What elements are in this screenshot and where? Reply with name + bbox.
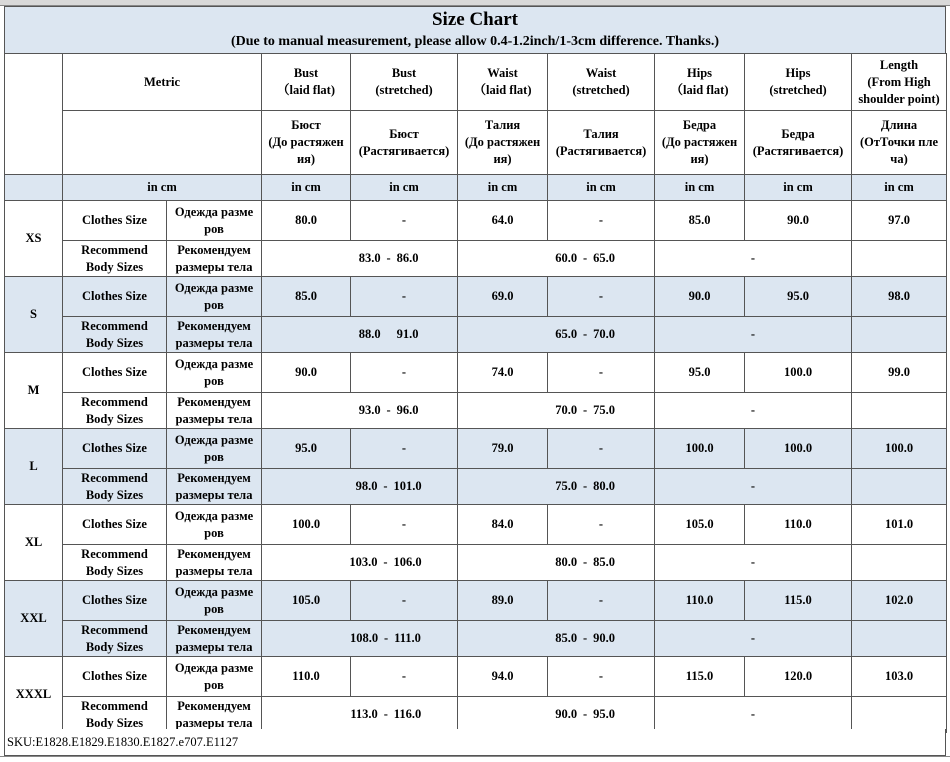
range-dash: - xyxy=(582,707,588,721)
recommend-label-en: Recommend Body Sizes xyxy=(63,393,167,429)
measurement-cell: - xyxy=(548,201,655,241)
range-low: 93.0 xyxy=(358,403,381,417)
measurement-cell: 105.0 xyxy=(655,505,745,545)
measurement-cell: 110.0 xyxy=(655,581,745,621)
length-range-cell xyxy=(852,469,947,505)
range-high: 65.0 xyxy=(593,251,615,265)
header-ru-cell: Бюст (Растягивается) xyxy=(351,111,458,175)
recommend-label-ru: Рекомендуем размеры тела xyxy=(167,697,262,733)
range-high: 101.0 xyxy=(393,479,422,493)
measurement-cell: - xyxy=(548,581,655,621)
header-en-cell: Bust （laid flat) xyxy=(262,54,351,111)
range-dash: - xyxy=(582,479,588,493)
length-range-cell xyxy=(852,393,947,429)
metric-blank xyxy=(63,111,262,175)
clothes-size-label-en: Clothes Size xyxy=(63,505,167,545)
range-dash: - xyxy=(386,403,391,417)
header-ru-cell: Талия (Растягивается) xyxy=(548,111,655,175)
measurement-cell: 105.0 xyxy=(262,581,351,621)
clothes-size-label-en: Clothes Size xyxy=(63,581,167,621)
measurement-cell: 90.0 xyxy=(262,353,351,393)
header-ru-cell: Длина (ОтТочки пле ча) xyxy=(852,111,947,175)
clothes-size-label-en: Clothes Size xyxy=(63,657,167,697)
range-dash: - xyxy=(386,251,391,265)
size-label: XXL xyxy=(5,581,63,657)
header-ru-cell: Бедра (Растягивается) xyxy=(745,111,852,175)
clothes-size-label-en: Clothes Size xyxy=(63,429,167,469)
sku-line: SKU:E1828.E1829.E1830.E1827.e707.E1127 xyxy=(4,729,946,756)
measurement-cell: 101.0 xyxy=(852,505,947,545)
recommend-label-ru: Рекомендуем размеры тела xyxy=(167,621,262,657)
measurement-cell: 110.0 xyxy=(745,505,852,545)
waist-range-cell xyxy=(458,317,655,353)
range-dash: - xyxy=(582,403,588,417)
measurement-cell: 120.0 xyxy=(745,657,852,697)
range-high: 75.0 xyxy=(593,403,615,417)
table-row xyxy=(5,317,947,353)
range-high: 80.0 xyxy=(593,479,615,493)
chart-subtitle: (Due to manual measurement, please allow 0.4-1.2inch/1-3cm difference. Thanks.) xyxy=(230,34,720,49)
range-dash: - xyxy=(383,555,388,569)
recommend-label-ru: Рекомендуем размеры тела xyxy=(167,545,262,581)
measurement-cell: 64.0 xyxy=(458,201,548,241)
range-high: 96.0 xyxy=(396,403,419,417)
recommend-label-en: Recommend Body Sizes xyxy=(63,621,167,657)
corner-cell xyxy=(5,54,63,175)
measurement-cell: - xyxy=(351,201,458,241)
length-range-cell xyxy=(852,621,947,657)
measurement-cell: - xyxy=(548,657,655,697)
measurement-cell: 103.0 xyxy=(852,657,947,697)
clothes-size-label-ru: Одежда разме ров xyxy=(167,353,262,393)
clothes-size-label-en: Clothes Size xyxy=(63,353,167,393)
measurement-cell: - xyxy=(548,277,655,317)
measurement-cell: 100.0 xyxy=(262,505,351,545)
size-label: S xyxy=(5,277,63,353)
size-label: XL xyxy=(5,505,63,581)
measurement-cell: 98.0 xyxy=(852,277,947,317)
bust-range-cell xyxy=(262,621,458,657)
table-row xyxy=(5,505,947,545)
measurement-cell: 79.0 xyxy=(458,429,548,469)
hips-range-cell: - xyxy=(655,697,852,733)
size-table xyxy=(4,53,947,733)
unit-label: in cm xyxy=(548,175,655,201)
table-row xyxy=(5,621,947,657)
size-label: L xyxy=(5,429,63,505)
range-low: 113.0 xyxy=(350,707,378,721)
range-low: 88.0 xyxy=(358,327,381,341)
measurement-cell: - xyxy=(351,581,458,621)
measurement-cell: - xyxy=(351,505,458,545)
table-row xyxy=(5,241,947,277)
hips-range-cell: - xyxy=(655,241,852,277)
measurement-cell: 85.0 xyxy=(262,277,351,317)
range-low: 85.0 xyxy=(555,631,578,645)
measurement-cell: 84.0 xyxy=(458,505,548,545)
table-row xyxy=(5,657,947,697)
measurement-cell: 100.0 xyxy=(852,429,947,469)
recommend-label-ru: Рекомендуем размеры тела xyxy=(167,241,262,277)
measurement-cell: 89.0 xyxy=(458,581,548,621)
header-en-cell: Length (From High shoulder point) xyxy=(852,54,947,111)
bust-range-cell xyxy=(262,469,458,505)
bust-range-cell xyxy=(262,697,458,733)
header-ru-cell: Бюст (До растяжен ия) xyxy=(262,111,351,175)
range-low: 60.0 xyxy=(555,251,578,265)
measurement-cell: 94.0 xyxy=(458,657,548,697)
chart-title: Size Chart xyxy=(431,9,518,30)
range-low: 70.0 xyxy=(555,403,578,417)
measurement-cell: 97.0 xyxy=(852,201,947,241)
clothes-size-label-ru: Одежда разме ров xyxy=(167,581,262,621)
waist-range-cell xyxy=(458,545,655,581)
measurement-cell: 69.0 xyxy=(458,277,548,317)
range-dash: - xyxy=(384,631,389,645)
chart-header xyxy=(4,6,946,54)
range-high: 86.0 xyxy=(396,251,419,265)
measurement-cell: 100.0 xyxy=(655,429,745,469)
measurement-cell: 95.0 xyxy=(745,277,852,317)
measurement-cell: 95.0 xyxy=(262,429,351,469)
measurement-cell: - xyxy=(351,429,458,469)
measurement-cell: - xyxy=(548,353,655,393)
measurement-cell: - xyxy=(548,505,655,545)
clothes-size-label-ru: Одежда разме ров xyxy=(167,657,262,697)
header-row-en xyxy=(5,54,947,111)
range-low: 90.0 xyxy=(555,707,578,721)
measurement-cell: - xyxy=(351,353,458,393)
header-en-cell: Bust (stretched) xyxy=(351,54,458,111)
range-high: 70.0 xyxy=(593,327,615,341)
hips-range-cell: - xyxy=(655,621,852,657)
hips-range-cell: - xyxy=(655,545,852,581)
range-high: 111.0 xyxy=(394,631,421,645)
clothes-size-label-en: Clothes Size xyxy=(63,201,167,241)
range-low: 75.0 xyxy=(555,479,578,493)
range-high: 90.0 xyxy=(593,631,615,645)
metric-label: Metric xyxy=(63,54,262,111)
measurement-cell: 115.0 xyxy=(745,581,852,621)
range-high: 116.0 xyxy=(393,707,422,721)
range-dash: - xyxy=(383,707,388,721)
measurement-cell: - xyxy=(351,277,458,317)
bust-range-cell xyxy=(262,317,458,353)
measurement-cell: 95.0 xyxy=(655,353,745,393)
hips-range-cell: - xyxy=(655,393,852,429)
range-dash: - xyxy=(582,327,588,341)
bottom-divider xyxy=(0,756,950,762)
range-high: 95.0 xyxy=(593,707,615,721)
measurement-cell: 100.0 xyxy=(745,353,852,393)
measurement-cell: 85.0 xyxy=(655,201,745,241)
size-label: XXXL xyxy=(5,657,63,733)
recommend-label-ru: Рекомендуем размеры тела xyxy=(167,469,262,505)
table-row xyxy=(5,277,947,317)
recommend-label-en: Recommend Body Sizes xyxy=(63,469,167,505)
table-row xyxy=(5,201,947,241)
range-dash: - xyxy=(383,479,388,493)
recommend-label-ru: Рекомендуем размеры тела xyxy=(167,393,262,429)
measurement-cell: 80.0 xyxy=(262,201,351,241)
measurement-cell: 100.0 xyxy=(745,429,852,469)
unit-label: in cm xyxy=(351,175,458,201)
measurement-cell: 99.0 xyxy=(852,353,947,393)
measurement-cell: 115.0 xyxy=(655,657,745,697)
waist-range-cell xyxy=(458,393,655,429)
measurement-cell: 110.0 xyxy=(262,657,351,697)
measurement-cell: - xyxy=(548,429,655,469)
table-row xyxy=(5,545,947,581)
unit-label: in cm xyxy=(262,175,351,201)
recommend-label-en: Recommend Body Sizes xyxy=(63,697,167,733)
length-range-cell xyxy=(852,241,947,277)
length-range-cell xyxy=(852,545,947,581)
recommend-label-en: Recommend Body Sizes xyxy=(63,241,167,277)
length-range-cell xyxy=(852,317,947,353)
waist-range-cell xyxy=(458,469,655,505)
range-low: 98.0 xyxy=(355,479,378,493)
unit-blank xyxy=(5,175,63,201)
waist-range-cell xyxy=(458,697,655,733)
measurement-cell: - xyxy=(351,657,458,697)
table-row xyxy=(5,429,947,469)
clothes-size-label-ru: Одежда разме ров xyxy=(167,201,262,241)
unit-label: in cm xyxy=(655,175,745,201)
range-dash: - xyxy=(582,251,588,265)
clothes-size-label-en: Clothes Size xyxy=(63,277,167,317)
recommend-label-en: Recommend Body Sizes xyxy=(63,545,167,581)
table-row xyxy=(5,469,947,505)
waist-range-cell xyxy=(458,241,655,277)
range-dash: - xyxy=(582,631,588,645)
unit-label: in cm xyxy=(745,175,852,201)
range-low: 83.0 xyxy=(358,251,381,265)
header-en-cell: Waist (stretched) xyxy=(548,54,655,111)
bust-range-cell xyxy=(262,393,458,429)
range-low: 65.0 xyxy=(555,327,578,341)
unit-label: in cm xyxy=(852,175,947,201)
header-row-ru xyxy=(5,111,947,175)
clothes-size-label-ru: Одежда разме ров xyxy=(167,277,262,317)
range-low: 103.0 xyxy=(349,555,378,569)
header-en-cell: Hips （laid flat) xyxy=(655,54,745,111)
range-low: 80.0 xyxy=(555,555,578,569)
size-label: XS xyxy=(5,201,63,277)
measurement-cell: 74.0 xyxy=(458,353,548,393)
unit-label: in cm xyxy=(458,175,548,201)
length-range-cell xyxy=(852,697,947,733)
measurement-cell: 90.0 xyxy=(655,277,745,317)
table-row xyxy=(5,697,947,733)
recommend-label-ru: Рекомендуем размеры тела xyxy=(167,317,262,353)
measurement-cell: 90.0 xyxy=(745,201,852,241)
clothes-size-label-ru: Одежда разме ров xyxy=(167,505,262,545)
header-en-cell: Hips (stretched) xyxy=(745,54,852,111)
unit-row xyxy=(5,175,947,201)
hips-range-cell: - xyxy=(655,469,852,505)
table-row xyxy=(5,581,947,621)
header-ru-cell: Бедра (До растяжен ия) xyxy=(655,111,745,175)
header-ru-cell: Талия (До растяжен ия) xyxy=(458,111,548,175)
measurement-cell: 102.0 xyxy=(852,581,947,621)
range-high: 91.0 xyxy=(396,327,419,341)
clothes-size-label-ru: Одежда разме ров xyxy=(167,429,262,469)
header-en-cell: Waist （laid flat) xyxy=(458,54,548,111)
size-label: M xyxy=(5,353,63,429)
recommend-label-en: Recommend Body Sizes xyxy=(63,317,167,353)
table-row xyxy=(5,353,947,393)
range-high: 106.0 xyxy=(393,555,422,569)
hips-range-cell: - xyxy=(655,317,852,353)
bust-range-cell xyxy=(262,241,458,277)
range-dash: - xyxy=(582,555,588,569)
waist-range-cell xyxy=(458,621,655,657)
unit-label: in cm xyxy=(63,175,262,201)
table-row xyxy=(5,393,947,429)
bust-range-cell xyxy=(262,545,458,581)
range-low: 108.0 xyxy=(350,631,379,645)
range-high: 85.0 xyxy=(593,555,615,569)
